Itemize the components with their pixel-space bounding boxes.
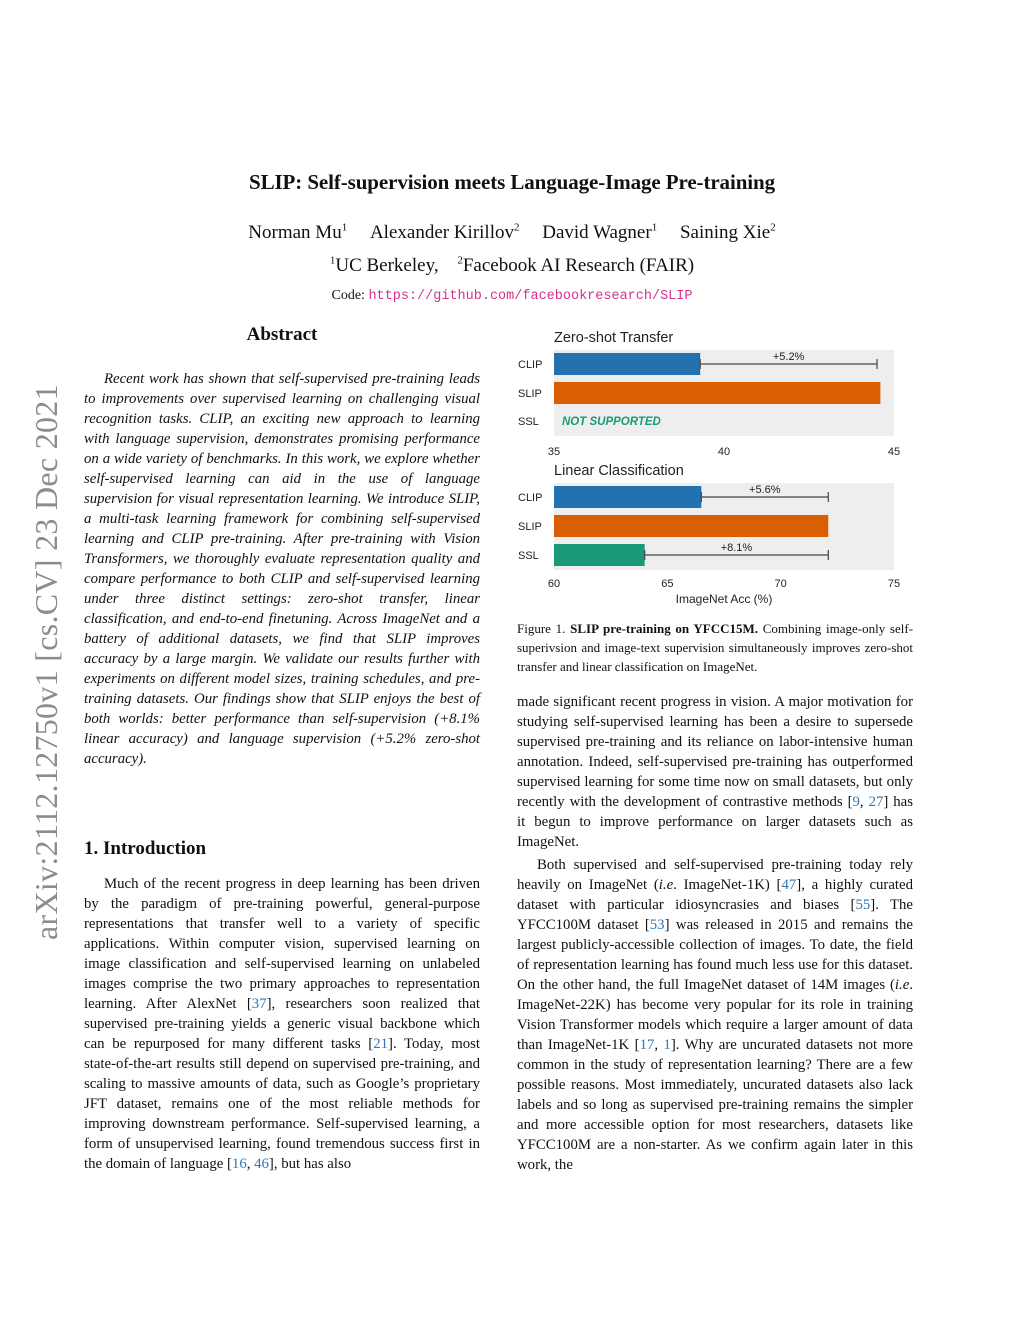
x-tick-label: 40 — [717, 446, 731, 458]
not-supported-label: NOT SUPPORTED — [562, 416, 661, 428]
chart-title: Zero-shot Transfer — [554, 330, 674, 346]
code-url-link[interactable]: https://github.com/facebookresearch/SLIP — [368, 289, 693, 304]
affiliation-list — [0, 255, 1024, 277]
y-tick-label: SSL — [518, 416, 539, 428]
bar — [554, 486, 701, 508]
bar — [554, 353, 700, 375]
x-tick-label: 60 — [547, 578, 561, 590]
citation-link[interactable]: 16 — [231, 1156, 247, 1172]
intro-paragraph: Much of the recent progress in deep learning has been driven by the paradigm of pre-training powerful, general-purpose representations that transfer well to a variety of specific applications. Within computer vision, supervised learning on image classification and self-supervised learning on unlabeled images comprise the two primary approaches to representation learning. After AlexNet [37], researchers soon realized that supervised pre-training yields a generic visual backbone which can be repurposed for many different tasks [21]. Today, most state-of-the-art results still depend on supervised pre-training, and scaling to massive amounts of data, such as Google’s proprietary JFT dataset, remains one of the most reliable methods for improving downstream performance. Self-supervised learning, a form of unsupervised learning, found tremendous success first in the domain of language [16, 46], but has also — [84, 876, 481, 1172]
affiliation: $^1$UC Berkeley, — [329, 254, 439, 276]
x-tick-label: 35 — [547, 446, 561, 458]
intro-paragraph: Both supervised and self-supervised pre-training today rely heavily on ImageNet (i.e. ImageNet-1K) [47], a highly curated dataset with particular idiosyncrasies and biases [55]. The YFCC100M dataset [53] was released in 2015 and remains the largest publicly-accessible collection of images. To date, the field of representation learning has found much less use for this dataset. On the other hand, the full ImageNet dataset of 14M images (i.e. ImageNet-22K) has become very popular for its role in training Vision Transformer models which require a larger amount of data than ImageNet-1K [17, 1]. Why are uncurated datasets not more common in the study of representation learning? There are a few possible reasons. Most immediately, uncurated datasets also lack labels and so long as supervised pre-training remains the simpler and more accessible option for most researchers, datasets like YFCC100M are a non-starter. As we confirm again later in this work, the — [517, 857, 914, 1173]
bar — [554, 544, 645, 566]
y-tick-label: SLIP — [518, 521, 542, 533]
gain-label: +5.2% — [772, 351, 805, 363]
y-tick-label: SLIP — [518, 388, 542, 400]
gain-label: +8.1% — [720, 542, 753, 554]
citation-link[interactable]: 9 — [852, 794, 860, 810]
citation-link[interactable]: 47 — [781, 877, 797, 893]
y-tick-label: CLIP — [518, 492, 543, 504]
abstract-text: Recent work has shown that self-supervised pre-training leads to improvements over supervised learning on challenging visual recognition tasks. CLIP, an exciting new approach to learning with language supervision, demonstrates promising performance on a wide variety of benchmarks. In this work, we explore whether self-supervised learning can aid in the use of language supervision for visual representation learning. We introduce SLIP, a multi-task learning framework for combining self-supervised learning and CLIP pre-training. After pre-training with Vision Transformers, we thoroughly evaluate representation quality and compare performance to both CLIP and self-supervised learning under three distinct settings: zero-shot transfer, linear classification, and end-to-end finetuning. Across ImageNet and a battery of additional datasets, we find that SLIP improves accuracy by a large margin. We validate our results further with experiments on different model sizes, training schedules, and pre-training datasets. Our findings show that SLIP enjoys the best of both worlds: better performance than self-supervision (+8.1% linear accuracy) and language supervision (+5.2% zero-shot accuracy). — [84, 371, 480, 767]
author-list — [0, 222, 1024, 244]
citation-link[interactable]: 55 — [855, 897, 871, 913]
paper-title: SLIP: Self-supervision meets Language-Image Pre-training — [249, 170, 775, 194]
chart-title: Linear Classification — [554, 463, 684, 479]
x-tick-label: 65 — [661, 578, 674, 590]
author: Alexander Kirillov$^2$ — [369, 221, 520, 243]
gain-label: +5.6% — [749, 484, 781, 496]
figure-1-svg — [514, 326, 914, 608]
intro-right-column — [517, 692, 913, 1175]
citation-link[interactable]: 46 — [254, 1156, 269, 1172]
author: David Wagner$^1$ — [542, 221, 658, 243]
author: Norman Mu$^1$ — [248, 221, 348, 243]
citation-link[interactable]: 27 — [868, 794, 884, 810]
x-axis-label: ImageNet Acc (%) — [675, 592, 773, 606]
citation-link[interactable]: 53 — [649, 917, 665, 933]
x-tick-label: 75 — [887, 578, 901, 590]
y-tick-label: CLIP — [518, 359, 543, 371]
affiliation: $^2$Facebook AI Research (FAIR) — [457, 254, 695, 276]
bar — [554, 382, 880, 404]
x-tick-label: 70 — [774, 578, 787, 590]
figure-1-chart — [514, 326, 914, 608]
citation-link[interactable]: 37 — [251, 996, 267, 1012]
citation-link[interactable]: 21 — [373, 1036, 389, 1052]
code-label: Code: — [331, 288, 365, 303]
author: Saining Xie$^2$ — [679, 221, 776, 243]
section-heading-introduction: 1. Introduction — [84, 838, 207, 859]
citation-link[interactable]: 17 — [639, 1037, 655, 1053]
code-line — [0, 288, 1024, 304]
intro-left-column — [84, 874, 480, 1174]
intro-paragraph: made significant recent progress in vision. A major motivation for studying self-supervised learning has been a desire to supersede supervised pre-training and its reliance on labor-intensive human annotation. Indeed, self-supervised pre-training has outperformed supervised learning for some time now on small datasets, but only recently with the development of contrastive methods [9, 27] has it begun to improve performance on larger datasets such as ImageNet. — [517, 694, 914, 850]
figure-1-caption: Figure 1. SLIP pre-training on YFCC15M. Combining image-only self-superivsion and image-text supervision simultaneously improves zero-shot transfer and linear classification on ImageNet. — [517, 621, 914, 674]
abstract-heading: Abstract — [246, 324, 318, 345]
bar — [554, 515, 828, 537]
y-tick-label: SSL — [518, 550, 539, 562]
x-tick-label: 45 — [887, 446, 901, 458]
arxiv-stamp: arXiv:2112.12750v1 [cs.CV] 23 Dec 2021 — [28, 384, 64, 940]
citation-link[interactable]: 1 — [663, 1037, 671, 1053]
